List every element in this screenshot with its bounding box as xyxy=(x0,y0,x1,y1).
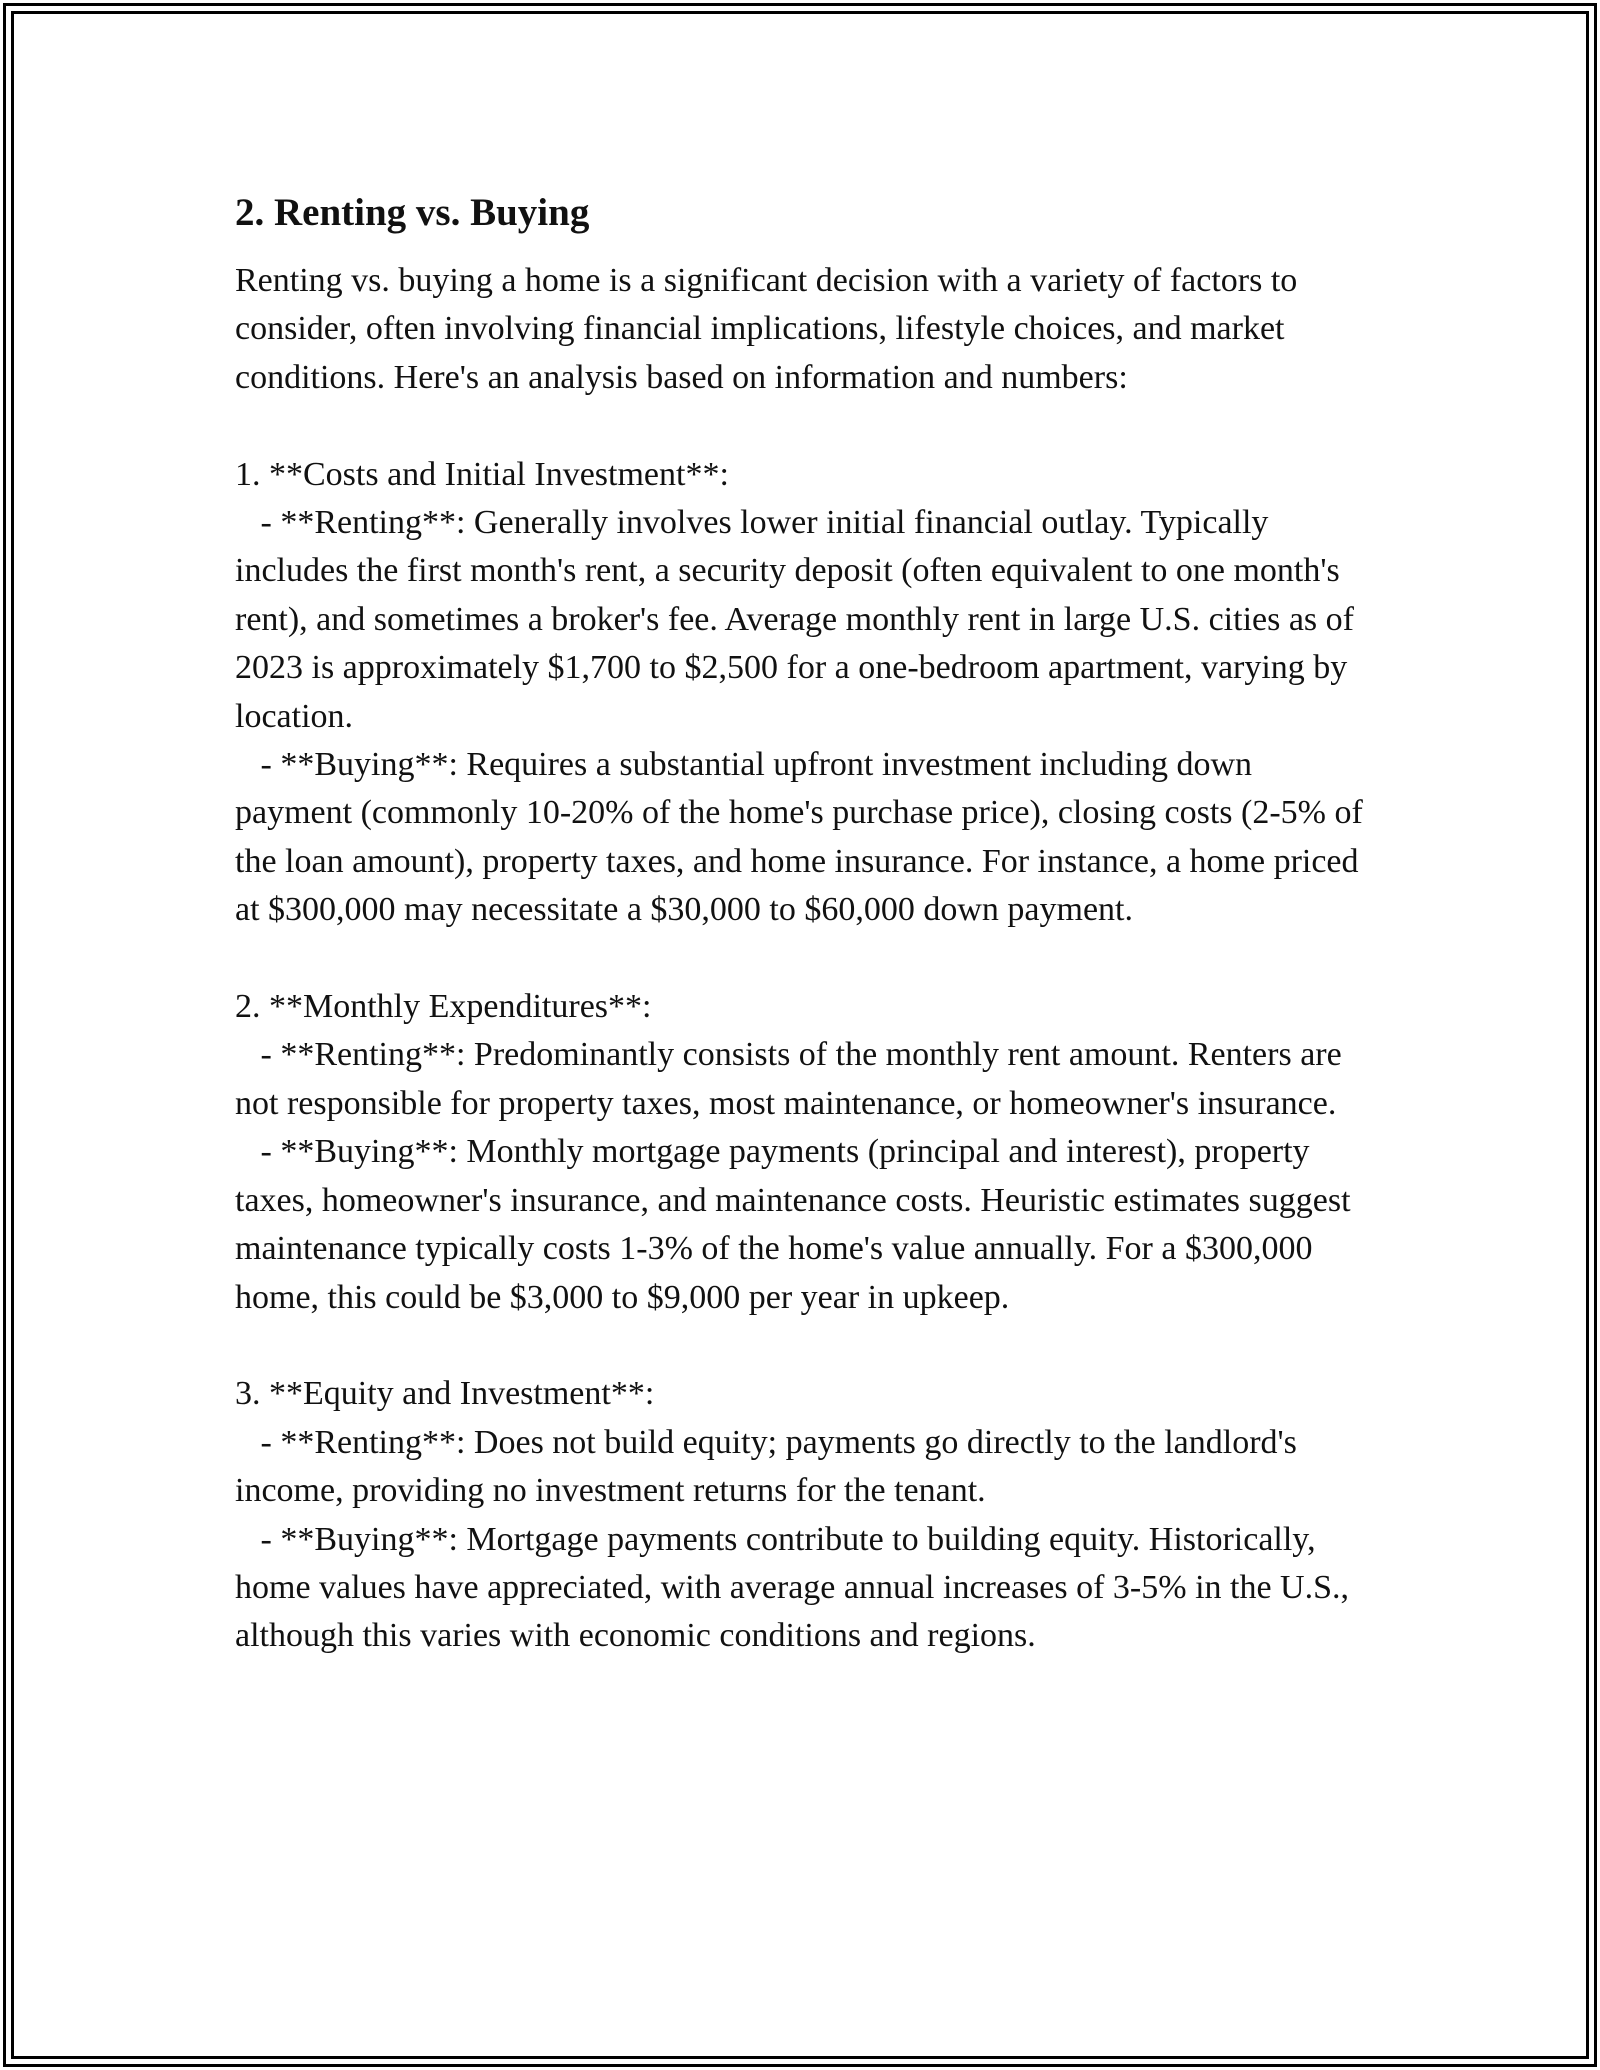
buying-text: - **Buying**: Requires a substantial upfront investment including down payment (commonly 10-20% of the home's purchase price), closing costs (2-5% of the loan amount), property taxes, and home insurance. For instance, a home priced at $300,000 may necessitate a $30,000 to $60,000 down payment. xyxy=(235,746,1363,929)
renting-text: - **Renting**: Generally involves lower initial financial outlay. Typically includes the first month's rent, a security deposit (often equivalent to one month's rent), and sometimes a broker's fee. Average monthly rent in large U.S. cities as of 2023 is approximately $1,700 to $2,500 for a one-bedroom apartment, varying by location. xyxy=(235,504,1354,735)
section-heading: 2. **Monthly Expenditures**: xyxy=(235,988,652,1026)
buying-item xyxy=(235,1128,1370,1322)
renting-item xyxy=(235,1031,1370,1128)
renting-text: - **Renting**: Predominantly consists of the monthly rent amount. Renters are not responsible for property taxes, most maintenance, or homeowner's insurance. xyxy=(235,1036,1342,1122)
paragraph-gap xyxy=(235,1322,1370,1370)
renting-item xyxy=(235,499,1370,741)
section-costs xyxy=(235,451,1370,935)
buying-item xyxy=(235,741,1370,935)
section-equity xyxy=(235,1370,1370,1660)
paragraph-gap xyxy=(235,935,1370,983)
page-title: 2. Renting vs. Buying xyxy=(235,191,590,234)
buying-item xyxy=(235,1516,1370,1661)
intro-paragraph: Renting vs. buying a home is a significant decision with a variety of factors to consider, often involving financial implications, lifestyle choices, and market conditions. Here's an analysis based on information and numbers: xyxy=(235,262,1298,396)
section-heading: 1. **Costs and Initial Investment**: xyxy=(235,455,729,493)
section-heading: 3. **Equity and Investment**: xyxy=(235,1375,655,1413)
renting-text: - **Renting**: Does not build equity; payments go directly to the landlord's income, providing no investment returns for the tenant. xyxy=(235,1423,1297,1510)
section-monthly-expenditures xyxy=(235,983,1370,1322)
paragraph-gap xyxy=(235,402,1370,450)
renting-item xyxy=(235,1419,1370,1516)
document-body xyxy=(235,183,1370,1661)
buying-text: - **Buying**: Monthly mortgage payments (principal and interest), property taxes, homeowner's insurance, and maintenance costs. Heuristic estimates suggest maintenance typically costs 1-3% of the home's value annually. For a $300,000 home, this could be $3,000 to $9,000 per year in upkeep. xyxy=(235,1133,1351,1316)
buying-text: - **Buying**: Mortgage payments contribute to building equity. Historically, home values have appreciated, with average annual increases of 3-5% in the U.S., although this varies with economic conditions and regions. xyxy=(235,1520,1350,1655)
